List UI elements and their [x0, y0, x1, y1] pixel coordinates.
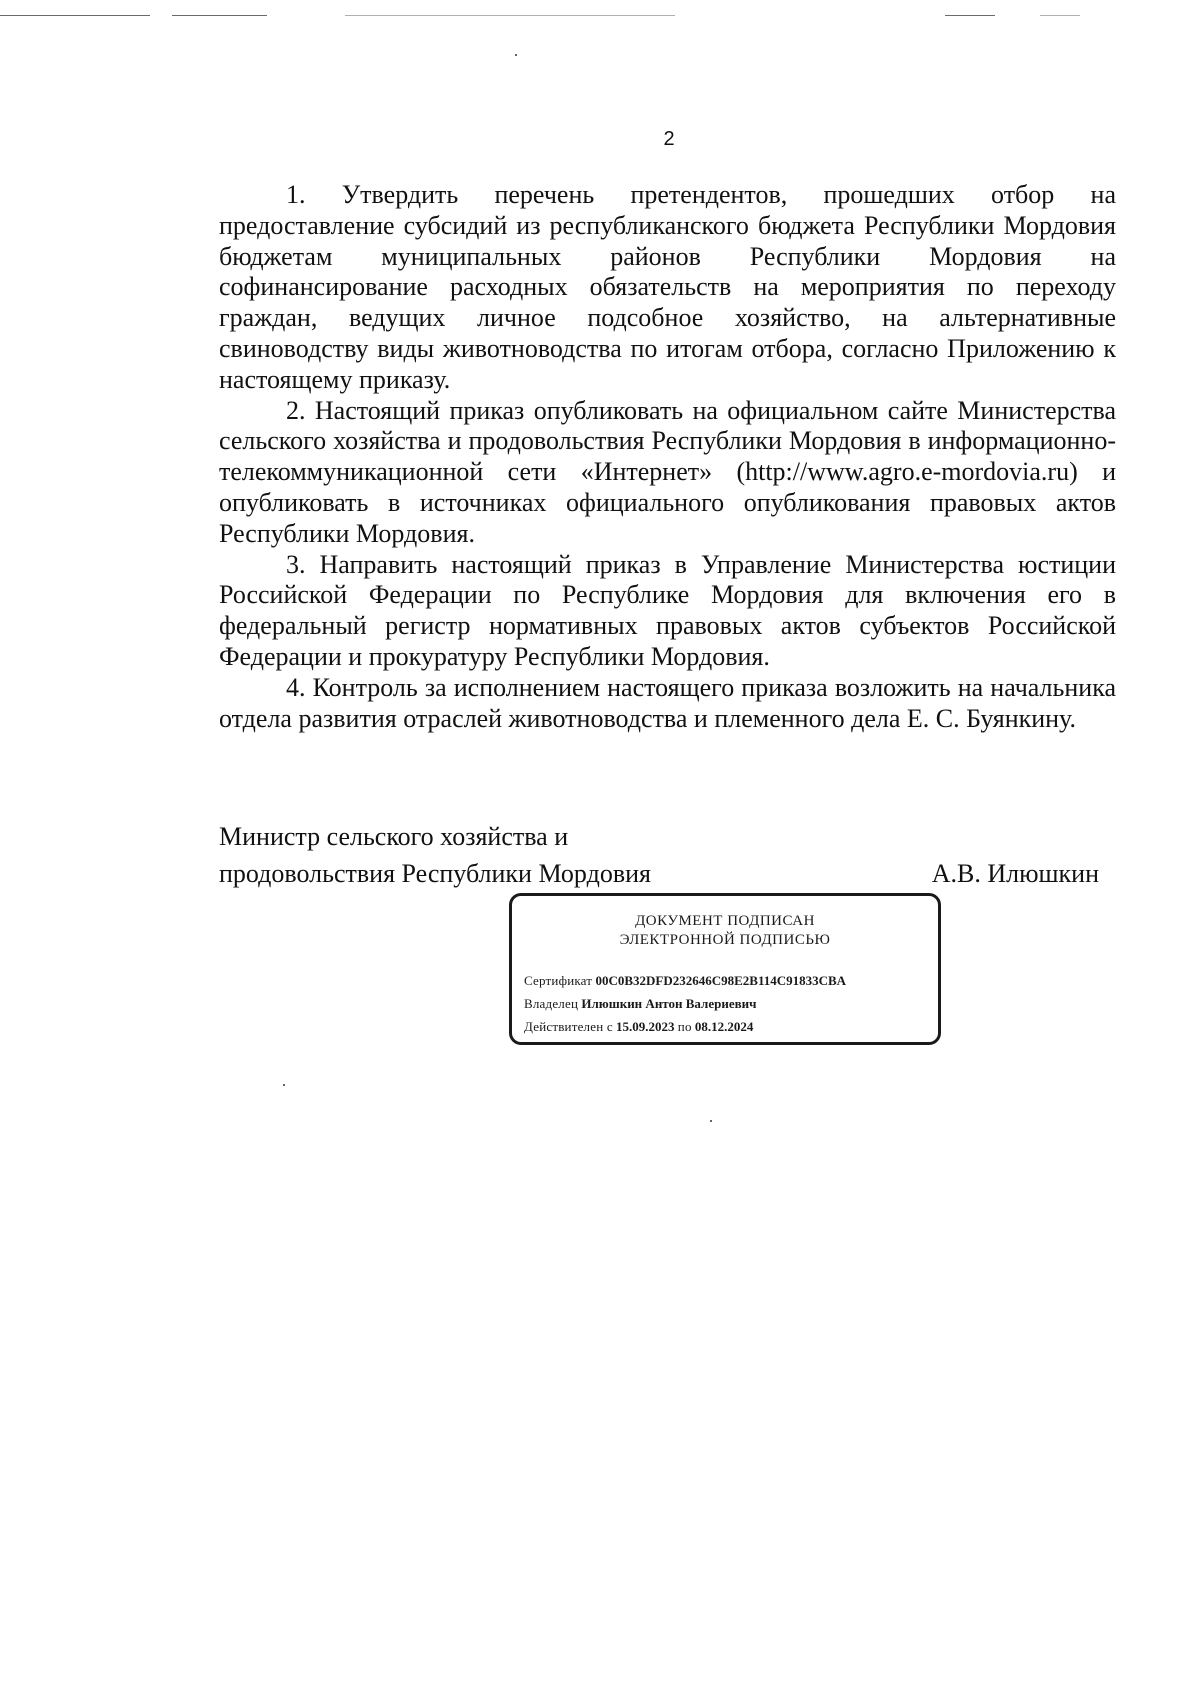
- certificate-value: 00C0B32DFD232646C98E2B114C91833CBA: [595, 973, 847, 988]
- page-number: 2: [663, 128, 675, 150]
- signer-position-part-2: продовольствия Республики Мордовия: [219, 859, 651, 888]
- order-item-2: 2. Настоящий приказ опубликовать на официальном сайте Министерства сельского хозяйства и продовольствия Республики Мордовия в информационно-телекоммуникационной сети «Интернет» (http://www.agro.e-mordovia.ru) и опубликовать в источниках официального опубликования правовых актов Республики Мордовия.: [219, 395, 1116, 548]
- certificate-label: Сертификат: [524, 973, 593, 988]
- owner-value: Илюшкин Антон Валериевич: [581, 996, 757, 1011]
- scan-speck: [515, 54, 517, 56]
- stamp-certificate-row: [524, 969, 846, 992]
- validity-label: Действителен с: [524, 1019, 613, 1034]
- signer-name: А.В. Илюшкин: [931, 859, 1099, 888]
- signer-position-line-2: [219, 855, 1099, 892]
- electronic-signature-stamp: [509, 893, 941, 1045]
- stamp-title-line-2: ЭЛЕКТРОННОЙ ПОДПИСЬЮ: [619, 932, 831, 948]
- signature-block: [219, 818, 1099, 892]
- stamp-title-line-1: ДОКУМЕНТ ПОДПИСАН: [635, 913, 815, 929]
- owner-label: Владелец: [524, 996, 579, 1011]
- scan-edge-line: [945, 15, 995, 16]
- order-item-4: 4. Контроль за исполнением настоящего приказа возложить на начальника отдела развития отраслей животноводства и племенного дела Е. С. Буянкину.: [219, 672, 1116, 733]
- scan-edge-line: [0, 15, 150, 16]
- signer-position-part-1: Министр сельского хозяйства и: [219, 822, 569, 851]
- order-body: [219, 180, 1116, 734]
- valid-from: 15.09.2023: [616, 1019, 675, 1034]
- scan-edge-line: [345, 15, 675, 16]
- stamp-title: [512, 912, 938, 950]
- order-item-3: 3. Направить настоящий приказ в Управление Министерства юстиции Российской Федерации по Республике Мордовия для включения его в федеральный регистр нормативных правовых актов субъектов Российской Федерации и прокуратуру Республики Мордовия.: [219, 549, 1116, 671]
- valid-to: 08.12.2024: [694, 1019, 754, 1034]
- scan-edge-line: [172, 15, 267, 16]
- scan-speck: [710, 1120, 712, 1122]
- scan-edge-line: [1040, 15, 1080, 16]
- stamp-details: [524, 969, 846, 1038]
- signer-position-line-1: [219, 818, 1099, 855]
- stamp-owner-row: [524, 992, 846, 1015]
- scan-speck: [283, 1084, 285, 1086]
- validity-to-label: по: [677, 1019, 692, 1034]
- stamp-validity-row: [524, 1015, 846, 1038]
- order-item-1: 1. Утвердить перечень претендентов, прошедших отбор на предоставление субсидий из республиканского бюджета Республики Мордовия бюджетам муниципальных районов Республики Мордовия на софинансирование расходных обязательств на мероприятия по переходу граждан, ведущих личное подсобное хозяйство, на альтернативные свиноводству виды животноводства по итогам отбора, согласно Приложению к настоящему приказу.: [219, 180, 1116, 394]
